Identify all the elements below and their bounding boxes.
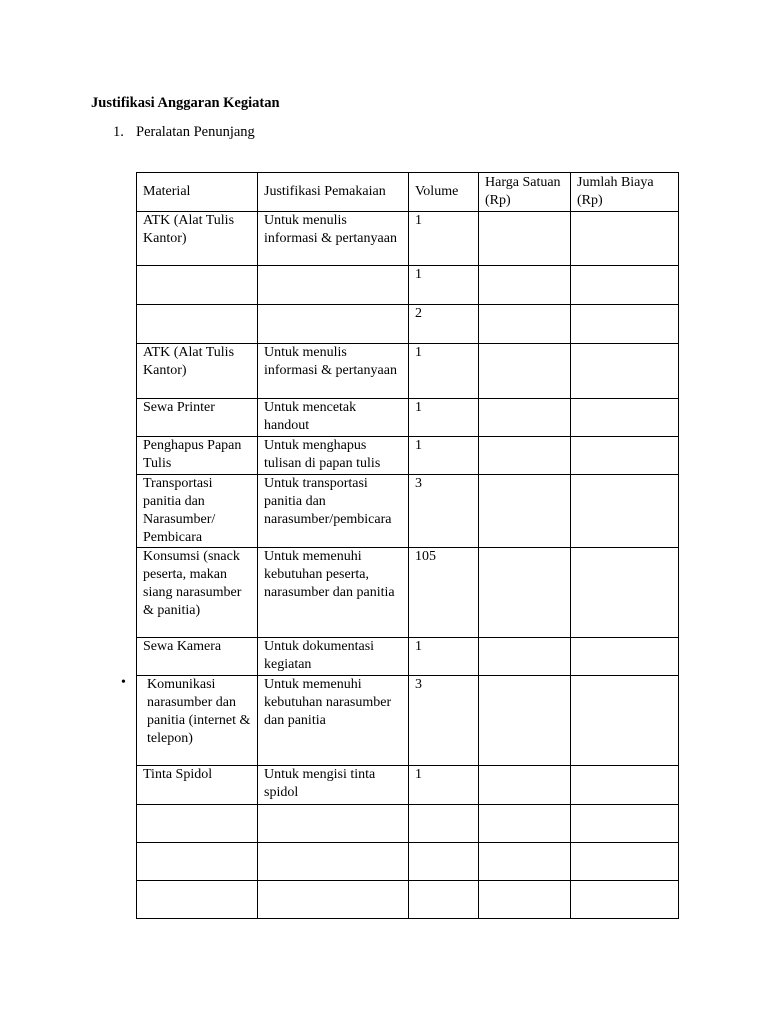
cell-material: Komunikasi narasumber dan panitia (internet & telepon) (137, 676, 258, 766)
cell-justifikasi (258, 805, 409, 843)
cell-harga-satuan (479, 843, 571, 881)
section-heading (113, 122, 255, 142)
cell-justifikasi: Untuk menghapus tulisan di papan tulis (258, 437, 409, 475)
cell-harga-satuan (479, 475, 571, 548)
cell-material (137, 305, 258, 344)
table-row (137, 305, 679, 344)
cell-material: Tinta Spidol (137, 766, 258, 805)
cell-material: ATK (Alat Tulis Kantor) (137, 344, 258, 399)
header-volume: Volume (409, 173, 479, 212)
cell-harga-satuan (479, 548, 571, 638)
cell-material: Sewa Kamera (137, 638, 258, 676)
cell-jumlah-biaya (571, 638, 679, 676)
cell-justifikasi (258, 266, 409, 305)
table-row (137, 399, 679, 437)
cell-justifikasi: Untuk mengisi tinta spidol (258, 766, 409, 805)
cell-volume: 2 (409, 305, 479, 344)
cell-jumlah-biaya (571, 305, 679, 344)
header-harga-satuan: Harga Satuan (Rp) (479, 173, 571, 212)
cell-harga-satuan (479, 638, 571, 676)
table-row (137, 638, 679, 676)
table-row (137, 475, 679, 548)
page-title: Justifikasi Anggaran Kegiatan (91, 95, 280, 111)
cell-justifikasi: Untuk transportasi panitia dan narasumber/pembicara (258, 475, 409, 548)
cell-volume: 3 (409, 475, 479, 548)
section-number: 1. (113, 124, 124, 140)
cell-harga-satuan (479, 805, 571, 843)
cell-material: Transportasi panitia dan Narasumber/ Pembicara (137, 475, 258, 548)
cell-jumlah-biaya (571, 212, 679, 266)
cell-justifikasi: Untuk mencetak handout (258, 399, 409, 437)
table-row (137, 805, 679, 843)
cell-harga-satuan (479, 266, 571, 305)
budget-table (136, 172, 679, 919)
cell-jumlah-biaya (571, 344, 679, 399)
table-row (137, 843, 679, 881)
cell-material (137, 881, 258, 919)
cell-material (137, 843, 258, 881)
cell-material: ATK (Alat Tulis Kantor) (137, 212, 258, 266)
cell-volume: 1 (409, 212, 479, 266)
cell-volume (409, 805, 479, 843)
cell-material: Konsumsi (snack peserta, makan siang narasumber & panitia) (137, 548, 258, 638)
table-row (137, 881, 679, 919)
cell-volume: 1 (409, 638, 479, 676)
cell-material (137, 266, 258, 305)
cell-harga-satuan (479, 766, 571, 805)
cell-jumlah-biaya (571, 676, 679, 766)
cell-harga-satuan (479, 676, 571, 766)
cell-justifikasi (258, 843, 409, 881)
cell-harga-satuan (479, 305, 571, 344)
cell-volume: 105 (409, 548, 479, 638)
table-row (137, 212, 679, 266)
cell-justifikasi: Untuk menulis informasi & pertanyaan (258, 212, 409, 266)
header-justifikasi: Justifikasi Pemakaian (258, 173, 409, 212)
cell-material: Penghapus Papan Tulis (137, 437, 258, 475)
cell-justifikasi: Untuk menulis informasi & pertanyaan (258, 344, 409, 399)
cell-volume: 1 (409, 266, 479, 305)
table-row (137, 344, 679, 399)
list-bullet: • (121, 675, 126, 690)
cell-harga-satuan (479, 344, 571, 399)
table-header-row (137, 173, 679, 212)
table-row (137, 548, 679, 638)
cell-jumlah-biaya (571, 881, 679, 919)
cell-volume: 3 (409, 676, 479, 766)
cell-material (137, 805, 258, 843)
cell-justifikasi: Untuk memenuhi kebutuhan peserta, narasumber dan panitia (258, 548, 409, 638)
header-material: Material (137, 173, 258, 212)
cell-jumlah-biaya (571, 475, 679, 548)
header-jumlah-biaya: Jumlah Biaya (Rp) (571, 173, 679, 212)
cell-justifikasi: Untuk memenuhi kebutuhan narasumber dan panitia (258, 676, 409, 766)
cell-volume: 1 (409, 344, 479, 399)
table-row (137, 676, 679, 766)
cell-volume: 1 (409, 399, 479, 437)
cell-volume: 1 (409, 766, 479, 805)
cell-volume: 1 (409, 437, 479, 475)
cell-volume (409, 843, 479, 881)
cell-jumlah-biaya (571, 437, 679, 475)
cell-harga-satuan (479, 881, 571, 919)
cell-justifikasi: Untuk dokumentasi kegiatan (258, 638, 409, 676)
cell-harga-satuan (479, 437, 571, 475)
cell-justifikasi (258, 881, 409, 919)
table-row (137, 437, 679, 475)
cell-jumlah-biaya (571, 843, 679, 881)
cell-jumlah-biaya (571, 766, 679, 805)
cell-justifikasi (258, 305, 409, 344)
cell-harga-satuan (479, 212, 571, 266)
table-row (137, 266, 679, 305)
cell-jumlah-biaya (571, 548, 679, 638)
cell-jumlah-biaya (571, 399, 679, 437)
cell-harga-satuan (479, 399, 571, 437)
cell-material: Sewa Printer (137, 399, 258, 437)
cell-jumlah-biaya (571, 266, 679, 305)
cell-jumlah-biaya (571, 805, 679, 843)
table-row (137, 766, 679, 805)
section-label: Peralatan Penunjang (136, 124, 255, 140)
cell-volume (409, 881, 479, 919)
